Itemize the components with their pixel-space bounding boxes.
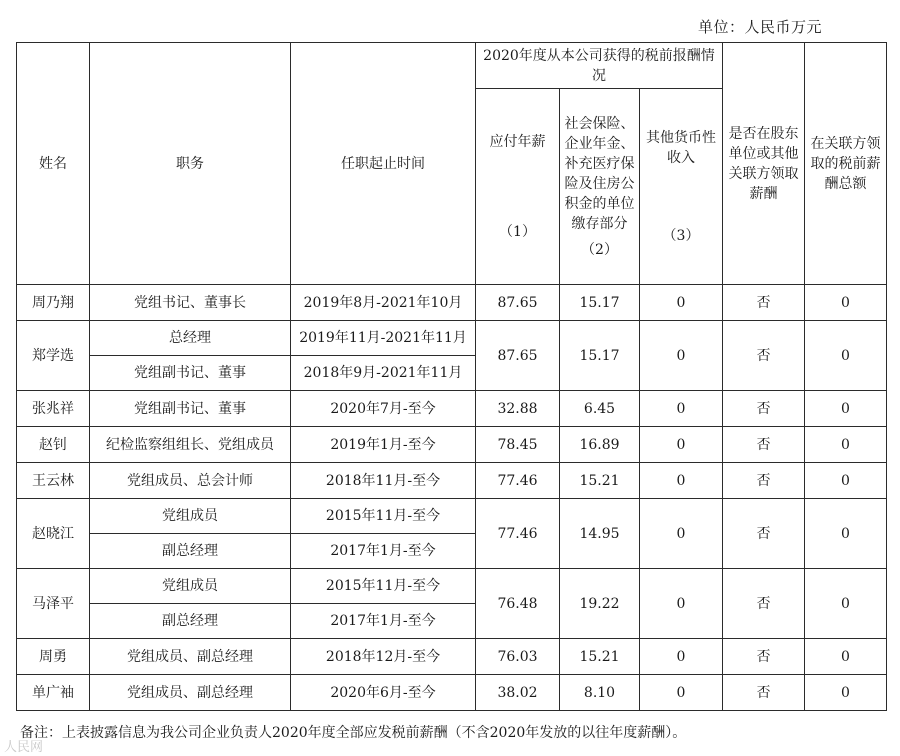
table-row [17,639,887,675]
table-row [17,569,887,604]
cell-related-total: 0 [805,569,887,639]
cell-term: 2017年1月-至今 [291,534,476,569]
cell-term: 2018年11月-至今 [291,463,476,499]
cell-related-total: 0 [805,675,887,711]
cell-annual-salary: 87.65 [476,285,560,321]
cell-other-income: 0 [640,463,723,499]
header-annual-salary: 应付年薪 [489,133,546,150]
header-related-total: 在关联方领取的税前薪酬总额 [805,43,887,285]
cell-other-income: 0 [640,499,723,569]
header-social-insurance: 社会保险、企业年金、补充医疗保险及住房公积金的单位缴存部分 [564,115,635,232]
header-col3: （3） [662,227,700,244]
cell-paid-by-related: 否 [723,391,805,427]
cell-related-total: 0 [805,499,887,569]
cell-term: 2019年11月-2021年11月 [291,321,476,356]
cell-paid-by-related: 否 [723,675,805,711]
cell-paid-by-related: 否 [723,427,805,463]
cell-related-total: 0 [805,321,887,391]
header-other-income: 其他货币性收入 [646,129,716,166]
cell-name: 郑学选 [17,321,90,391]
cell-other-income: 0 [640,639,723,675]
cell-related-total: 0 [805,427,887,463]
cell-related-total: 0 [805,391,887,427]
cell-social-insurance: 16.89 [560,427,640,463]
cell-name: 赵晓江 [17,499,90,569]
cell-other-income: 0 [640,569,723,639]
cell-name: 王云林 [17,463,90,499]
header-col1: （1） [499,223,536,240]
cell-position: 纪检监察组组长、党组成员 [90,427,291,463]
header-position: 职务 [90,43,291,285]
cell-annual-salary: 32.88 [476,391,560,427]
cell-other-income: 0 [640,285,723,321]
cell-paid-by-related: 否 [723,499,805,569]
table-row [17,499,887,534]
cell-name: 赵钊 [17,427,90,463]
cell-term: 2015年11月-至今 [291,569,476,604]
cell-paid-by-related: 否 [723,321,805,391]
header-paid-by-related: 是否在股东单位或其他关联方领取薪酬 [723,43,805,285]
table-row [17,285,887,321]
cell-paid-by-related: 否 [723,569,805,639]
cell-social-insurance: 19.22 [560,569,640,639]
cell-name: 张兆祥 [17,391,90,427]
cell-term: 2017年1月-至今 [291,604,476,639]
cell-name: 周勇 [17,639,90,675]
compensation-table [16,42,887,711]
cell-position: 党组成员 [90,499,291,534]
table-row [17,427,887,463]
table-row [17,675,887,711]
table-body [17,285,887,711]
header-col2: （2） [581,241,618,258]
header-name: 姓名 [17,43,90,285]
cell-term: 2019年8月-2021年10月 [291,285,476,321]
cell-related-total: 0 [805,285,887,321]
cell-social-insurance: 6.45 [560,391,640,427]
cell-annual-salary: 38.02 [476,675,560,711]
cell-term: 2018年9月-2021年11月 [291,356,476,391]
cell-social-insurance: 15.21 [560,463,640,499]
cell-annual-salary: 77.46 [476,463,560,499]
cell-annual-salary: 77.46 [476,499,560,569]
table-header [17,43,887,285]
cell-name: 周乃翔 [17,285,90,321]
cell-term: 2018年12月-至今 [291,639,476,675]
cell-social-insurance: 14.95 [560,499,640,569]
cell-related-total: 0 [805,639,887,675]
cell-position: 党组成员、副总经理 [90,675,291,711]
cell-term: 2020年6月-至今 [291,675,476,711]
cell-position: 总经理 [90,321,291,356]
cell-other-income: 0 [640,675,723,711]
cell-paid-by-related: 否 [723,463,805,499]
cell-term: 2015年11月-至今 [291,499,476,534]
header-annual-salary-cell [476,89,560,285]
table-row [17,463,887,499]
cell-social-insurance: 15.17 [560,285,640,321]
cell-social-insurance: 15.21 [560,639,640,675]
cell-position: 党组副书记、董事 [90,391,291,427]
cell-other-income: 0 [640,321,723,391]
cell-annual-salary: 78.45 [476,427,560,463]
cell-position: 党组书记、董事长 [90,285,291,321]
watermark: 人民网 [4,740,44,755]
cell-position: 党组副书记、董事 [90,356,291,391]
cell-social-insurance: 8.10 [560,675,640,711]
table-row [17,321,887,356]
cell-related-total: 0 [805,463,887,499]
cell-annual-salary: 76.03 [476,639,560,675]
cell-position: 党组成员 [90,569,291,604]
cell-position: 党组成员、副总经理 [90,639,291,675]
footnote: 备注：上表披露信息为我公司企业负责人2020年度全部应发税前薪酬（不含2020年发放的以往年度薪酬）。 [20,725,687,741]
cell-paid-by-related: 否 [723,639,805,675]
cell-annual-salary: 76.48 [476,569,560,639]
cell-paid-by-related: 否 [723,285,805,321]
unit-label: 单位：人民币万元 [697,18,822,36]
cell-name: 单广袖 [17,675,90,711]
header-term: 任职起止时间 [291,43,476,285]
cell-social-insurance: 15.17 [560,321,640,391]
cell-position: 副总经理 [90,534,291,569]
header-social-insurance-cell [560,89,640,285]
cell-term: 2019年1月-至今 [291,427,476,463]
table-row [17,391,887,427]
cell-annual-salary: 87.65 [476,321,560,391]
cell-term: 2020年7月-至今 [291,391,476,427]
cell-position: 副总经理 [90,604,291,639]
cell-other-income: 0 [640,391,723,427]
cell-other-income: 0 [640,427,723,463]
cell-name: 马泽平 [17,569,90,639]
header-other-income-cell [640,89,723,285]
header-pretax-group: 2020年度从本公司获得的税前报酬情况 [476,43,723,89]
cell-position: 党组成员、总会计师 [90,463,291,499]
